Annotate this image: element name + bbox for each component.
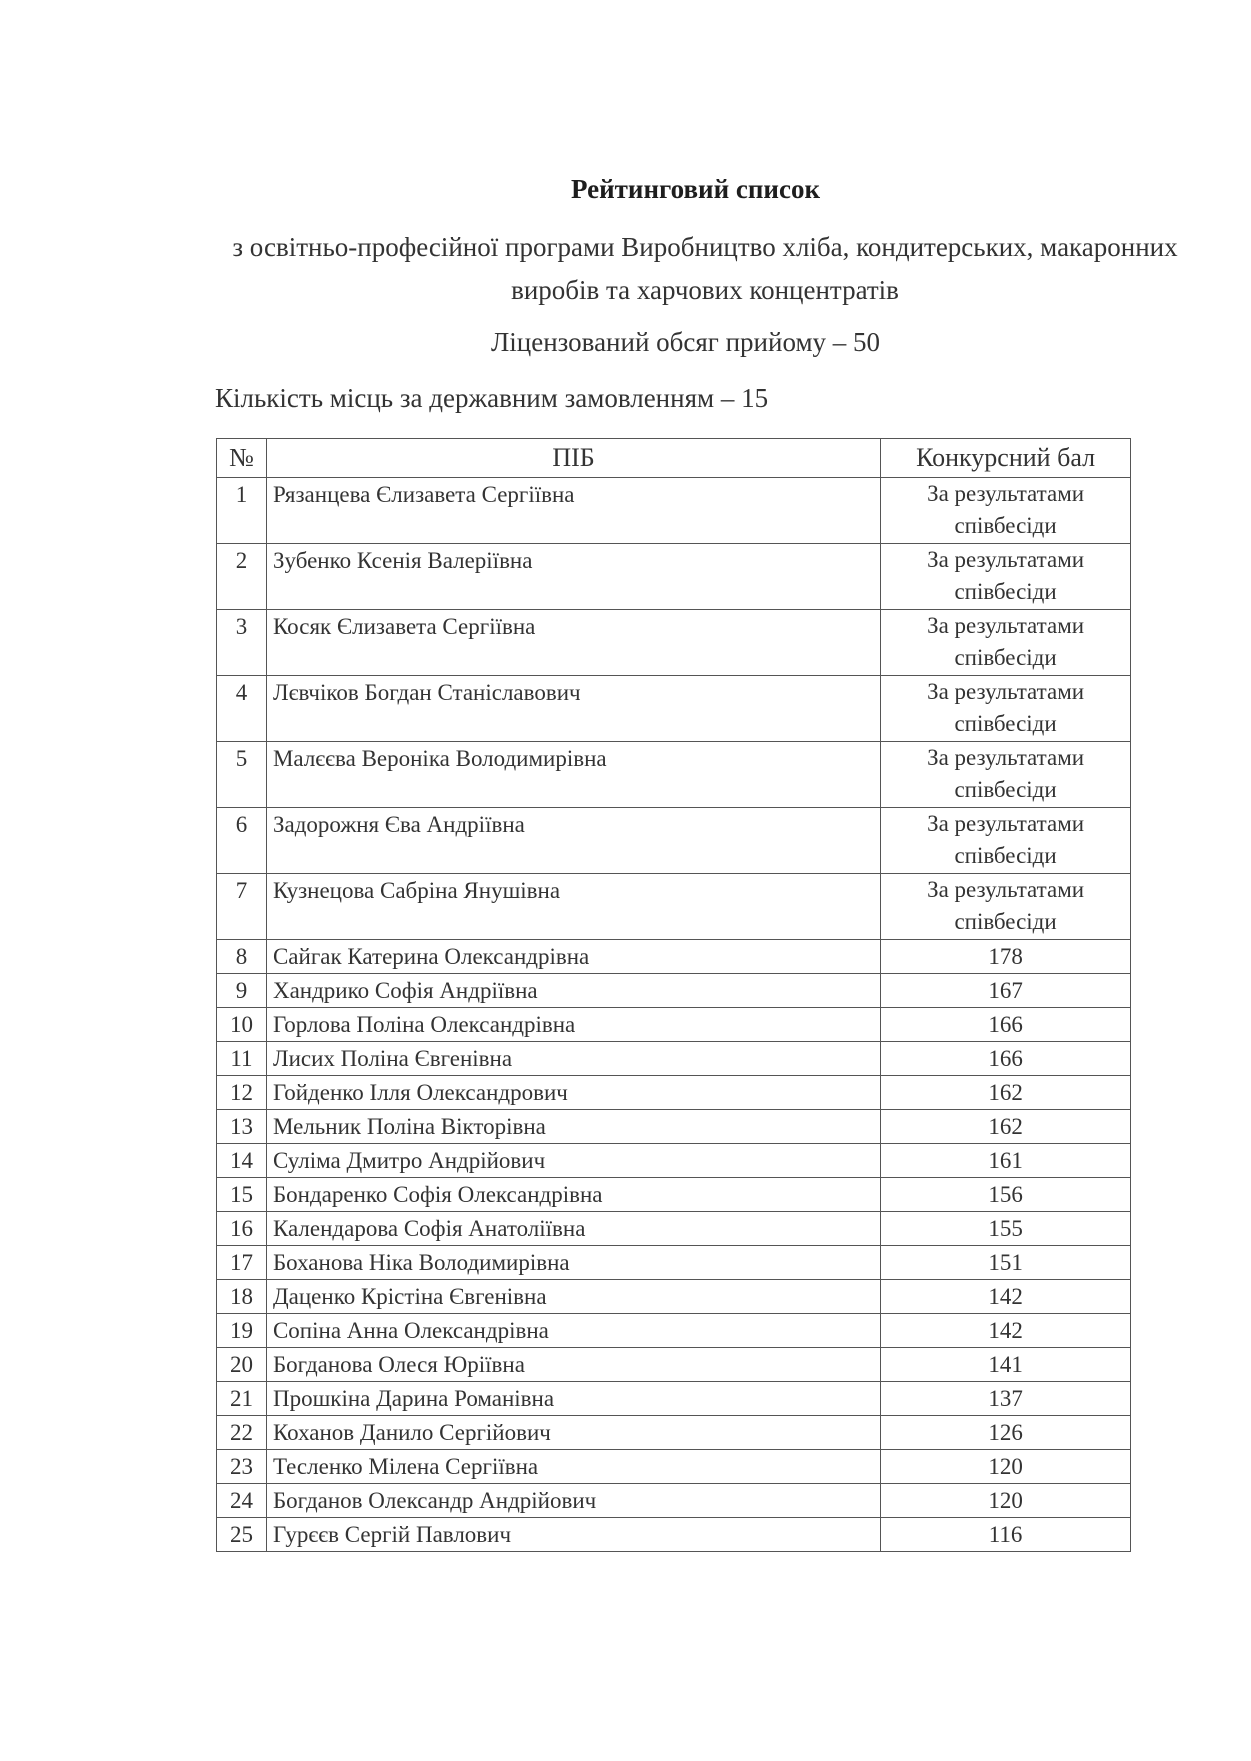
row-name: Суліма Дмитро Андрійович [266,1144,880,1178]
header-number: № [217,439,267,478]
row-name: Календарова Софія Анатоліївна [266,1212,880,1246]
row-name: Богданова Олеся Юріївна [266,1348,880,1382]
row-name: Бондаренко Софія Олександрівна [266,1178,880,1212]
row-number: 24 [217,1484,267,1518]
row-number: 11 [217,1042,267,1076]
row-name: Кузнецова Сабріна Янушівна [266,874,880,940]
table-row [217,544,1131,610]
table-row [217,1144,1131,1178]
row-name: Лєвчіков Богдан Станіславович [266,676,880,742]
row-score: 167 [881,974,1131,1008]
table-row [217,1212,1131,1246]
table-row [217,1416,1131,1450]
table-row [217,808,1131,874]
header-score: Конкурсний бал [881,439,1131,478]
row-score: За результатами співбесіди [881,874,1131,940]
row-number: 4 [217,676,267,742]
row-number: 17 [217,1246,267,1280]
row-score: За результатами співбесіди [881,808,1131,874]
row-score: За результатами співбесіди [881,676,1131,742]
table-row [217,742,1131,808]
row-score: 141 [881,1348,1131,1382]
state-order-quota: Кількість місць за державним замовленням – 15 [215,383,769,413]
table-row [217,1450,1131,1484]
row-number: 1 [217,478,267,544]
row-number: 10 [217,1008,267,1042]
row-name: Тесленко Мілена Сергіївна [266,1450,880,1484]
row-name: Гурєєв Сергій Павлович [266,1518,880,1552]
row-number: 21 [217,1382,267,1416]
row-name: Гойденко Ілля Олександрович [266,1076,880,1110]
row-number: 20 [217,1348,267,1382]
row-score: 120 [881,1484,1131,1518]
row-name: Горлова Поліна Олександрівна [266,1008,880,1042]
row-name: Малєєва Вероніка Володимирівна [266,742,880,808]
row-name: Хандрико Софія Андріївна [266,974,880,1008]
table-row [217,610,1131,676]
row-score: 156 [881,1178,1131,1212]
table-row [217,1076,1131,1110]
table-row [217,1484,1131,1518]
row-name: Боханова Ніка Володимирівна [266,1246,880,1280]
row-number: 2 [217,544,267,610]
table-row [217,1246,1131,1280]
row-score: 161 [881,1144,1131,1178]
row-name: Коханов Данило Сергійович [266,1416,880,1450]
row-number: 14 [217,1144,267,1178]
row-score: За результатами співбесіди [881,610,1131,676]
row-number: 8 [217,940,267,974]
row-number: 6 [217,808,267,874]
row-name: Богданов Олександр Андрійович [266,1484,880,1518]
row-score: 120 [881,1450,1131,1484]
table-row [217,874,1131,940]
row-score: 162 [881,1110,1131,1144]
row-name: Косяк Єлизавета Сергіївна [266,610,880,676]
row-number: 18 [217,1280,267,1314]
table-header-row [217,439,1131,478]
licensed-volume: Ліцензований обсяг прийому – 50 [490,327,881,357]
row-number: 19 [217,1314,267,1348]
row-number: 22 [217,1416,267,1450]
row-number: 23 [217,1450,267,1484]
row-number: 16 [217,1212,267,1246]
row-name: Прошкіна Дарина Романівна [266,1382,880,1416]
row-score: За результатами співбесіди [881,544,1131,610]
table-row [217,1110,1131,1144]
row-number: 3 [217,610,267,676]
table-row [217,1518,1131,1552]
row-score: 142 [881,1280,1131,1314]
row-number: 25 [217,1518,267,1552]
program-subtitle: з освітньо-професійної програми Виробництво хліба, кондитерських, макаронних виробів та харчових концентратів [232,232,1178,305]
row-number: 5 [217,742,267,808]
table-row [217,1008,1131,1042]
row-name: Даценко Крістіна Євгенівна [266,1280,880,1314]
row-name: Лисих Поліна Євгенівна [266,1042,880,1076]
row-number: 7 [217,874,267,940]
table-row [217,940,1131,974]
row-score: 166 [881,1042,1131,1076]
row-score: За результатами співбесіди [881,742,1131,808]
row-score: 151 [881,1246,1131,1280]
row-score: 126 [881,1416,1131,1450]
header-name: ПІБ [266,439,880,478]
row-number: 13 [217,1110,267,1144]
row-score: За результатами співбесіди [881,478,1131,544]
row-name: Рязанцева Єлизавета Сергіївна [266,478,880,544]
row-score: 137 [881,1382,1131,1416]
row-score: 162 [881,1076,1131,1110]
row-score: 178 [881,940,1131,974]
rating-table [216,438,1131,1552]
row-name: Сайгак Катерина Олександрівна [266,940,880,974]
table-row [217,974,1131,1008]
table-row [217,676,1131,742]
row-score: 142 [881,1314,1131,1348]
row-number: 9 [217,974,267,1008]
table-row [217,1178,1131,1212]
row-number: 12 [217,1076,267,1110]
row-name: Мельник Поліна Вікторівна [266,1110,880,1144]
row-name: Зубенко Ксенія Валеріївна [266,544,880,610]
page-title: Рейтинговий список [570,174,821,204]
table-row [217,1280,1131,1314]
row-score: 116 [881,1518,1131,1552]
table-row [217,1382,1131,1416]
row-name: Задорожня Єва Андріївна [266,808,880,874]
table-row [217,1314,1131,1348]
table-row [217,1348,1131,1382]
row-number: 15 [217,1178,267,1212]
row-score: 155 [881,1212,1131,1246]
table-row [217,1042,1131,1076]
table-row [217,478,1131,544]
row-score: 166 [881,1008,1131,1042]
row-name: Сопіна Анна Олександрівна [266,1314,880,1348]
